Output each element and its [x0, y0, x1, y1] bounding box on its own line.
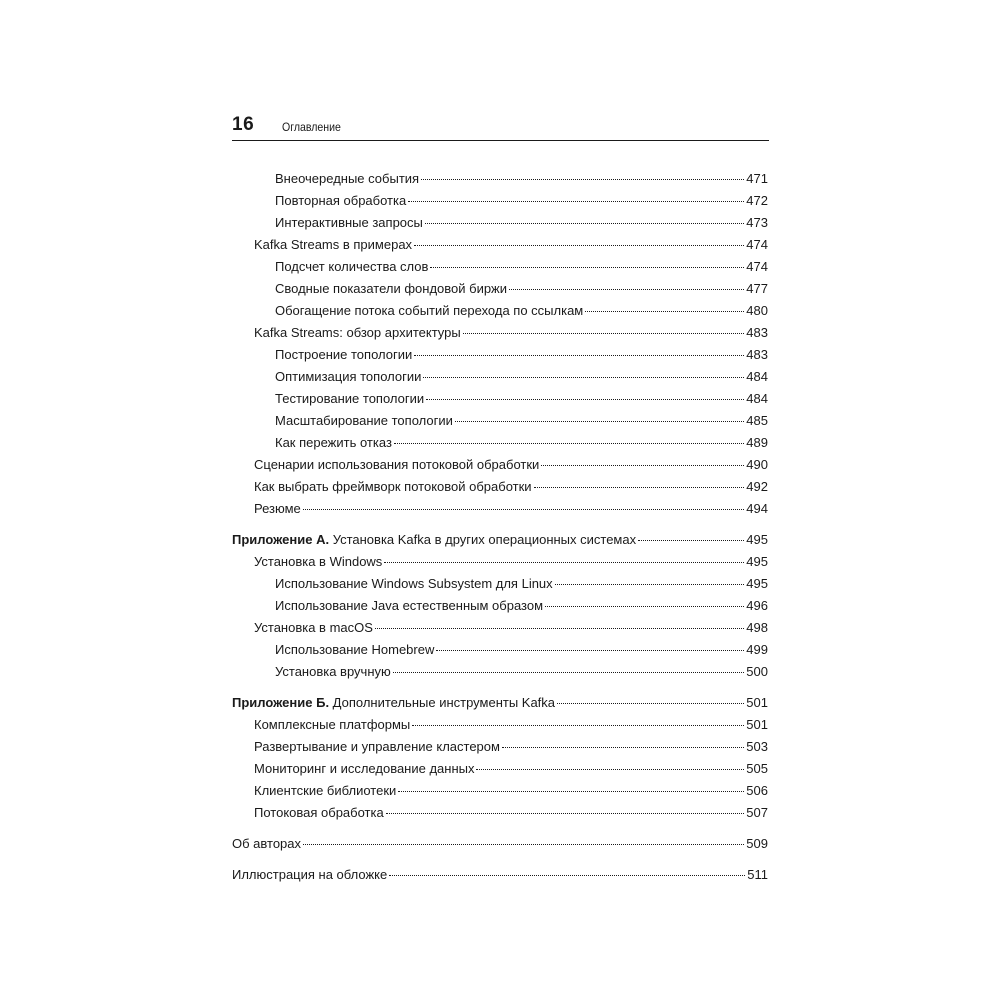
toc-entry [232, 212, 768, 234]
toc-entry-title: Подсчет количества слов [275, 259, 429, 274]
toc-entry [232, 639, 768, 661]
toc-entry-page: 506 [746, 783, 768, 798]
toc-entry-title: Мониторинг и исследование данных [254, 761, 475, 776]
dot-leader [455, 421, 744, 422]
dot-leader [557, 703, 744, 704]
dot-leader [394, 443, 744, 444]
toc-entry-page: 498 [746, 620, 768, 635]
toc-entry-page: 474 [746, 237, 768, 252]
appendix-title: Дополнительные инструменты Kafka [329, 695, 556, 710]
toc-entry [232, 498, 768, 520]
toc-entry-title: Тестирование топологии [275, 391, 425, 406]
running-title: Оглавление [282, 120, 341, 134]
toc-entry-page: 483 [746, 347, 768, 362]
toc-entry-title: Потоковая обработка [254, 805, 384, 820]
toc-entry-page: 500 [746, 664, 768, 679]
appendix-label: Приложение А. [232, 532, 330, 547]
dot-leader [436, 650, 744, 651]
toc-entry-page: 499 [746, 642, 768, 657]
toc-entry [232, 454, 768, 476]
toc-entry-title: Клиентские библиотеки [254, 783, 397, 798]
toc-entry-title: Сводные показатели фондовой биржи [275, 281, 508, 296]
toc-entry [232, 278, 768, 300]
toc-entry-page: 495 [746, 554, 768, 569]
toc-entry-page: 501 [746, 695, 768, 710]
toc-entry-title: Как пережить отказ [275, 435, 392, 450]
toc-entry [232, 780, 768, 802]
dot-leader [423, 377, 744, 378]
toc-entry-page: 484 [746, 391, 768, 406]
dot-leader [386, 813, 745, 814]
toc-entry-page: 483 [746, 325, 768, 340]
toc-entry-title: Развертывание и управление кластером [254, 739, 500, 754]
toc-entry-page: 501 [746, 717, 768, 732]
toc-entry-title: Масштабирование топологии [275, 413, 453, 428]
toc-entry-page: 505 [746, 761, 768, 776]
dot-leader [426, 399, 744, 400]
toc-entry-title: Оптимизация топологии [275, 369, 422, 384]
toc-entry-page: 494 [746, 501, 768, 516]
toc-entry-title: Обогащение потока событий перехода по ссылкам [275, 303, 584, 318]
dot-leader [412, 725, 744, 726]
appendix-label: Приложение Б. [232, 695, 330, 710]
page-header [232, 112, 769, 141]
toc-entry-title: Повторная обработка [275, 193, 407, 208]
dot-leader [476, 769, 744, 770]
toc-entry [232, 168, 768, 190]
toc-entry-page: 480 [746, 303, 768, 318]
toc-entry-title: Резюме [254, 501, 301, 516]
dot-leader [398, 791, 744, 792]
toc-entry-title: Как выбрать фреймворк потоковой обработки [254, 479, 532, 494]
dot-leader [585, 311, 744, 312]
dot-leader [384, 562, 744, 563]
dot-leader [303, 509, 745, 510]
toc-entry-page: 507 [746, 805, 768, 820]
toc-entry [232, 758, 768, 780]
toc-entry [232, 322, 768, 344]
dot-leader [541, 465, 744, 466]
toc-entry-page: 495 [746, 576, 768, 591]
toc-entry-title: Использование Windows Subsystem для Linux [275, 576, 553, 591]
dot-leader [534, 487, 745, 488]
toc-entry [232, 864, 768, 886]
toc-entry-page: 471 [746, 171, 768, 186]
dot-leader [389, 875, 745, 876]
dot-leader [393, 672, 745, 673]
toc-entry-page: 474 [746, 259, 768, 274]
toc-entry-title: Установка в Windows [254, 554, 383, 569]
toc-entry [232, 551, 768, 573]
toc-entry [232, 736, 768, 758]
toc-entry [232, 529, 768, 551]
toc-entry-title: Использование Homebrew [275, 642, 435, 657]
toc-entry [232, 366, 768, 388]
toc-entry-page: 472 [746, 193, 768, 208]
toc-entry-page: 503 [746, 739, 768, 754]
toc-entry-title: Интерактивные запросы [275, 215, 423, 230]
toc-entry-page: 485 [746, 413, 768, 428]
toc-entry-title: Об авторах [232, 836, 302, 851]
appendix-title: Установка Kafka в других операционных системах [329, 532, 637, 547]
toc-entry [232, 344, 768, 366]
toc-entry-title: Построение топологии [275, 347, 413, 362]
dot-leader [502, 747, 744, 748]
toc-entry-title: Установка вручную [275, 664, 391, 679]
toc-entry-title: Использование Java естественным образом [275, 598, 544, 613]
toc-entry-title: Комплексные платформы [254, 717, 411, 732]
toc-entry [232, 802, 768, 824]
dot-leader [303, 844, 744, 845]
toc-entry-title [232, 529, 636, 551]
dot-leader [555, 584, 745, 585]
toc-entry [232, 432, 768, 454]
toc-entry [232, 190, 768, 212]
toc-entry-page: 490 [746, 457, 768, 472]
toc-entry-page: 496 [746, 598, 768, 613]
toc-entry-title: Иллюстрация на обложке [232, 867, 388, 882]
dot-leader [545, 606, 744, 607]
dot-leader [430, 267, 744, 268]
toc-entry [232, 476, 768, 498]
toc-entry-title: Kafka Streams в примерах [254, 237, 413, 252]
toc-entry [232, 573, 768, 595]
toc-entry [232, 714, 768, 736]
dot-leader [638, 540, 744, 541]
dot-leader [425, 223, 744, 224]
toc-entry-title: Kafka Streams: обзор архитектуры [254, 325, 461, 340]
toc-entry [232, 595, 768, 617]
toc-entry [232, 388, 768, 410]
toc-entry [232, 692, 768, 714]
dot-leader [421, 179, 744, 180]
toc-entry [232, 410, 768, 432]
toc-entry-page: 484 [746, 369, 768, 384]
toc-entry [232, 300, 768, 322]
toc-entry-title [232, 692, 555, 714]
dot-leader [414, 355, 744, 356]
toc-entry-page: 473 [746, 215, 768, 230]
toc-entry [232, 661, 768, 683]
toc-entry-page: 509 [746, 836, 768, 851]
toc-entry [232, 617, 768, 639]
dot-leader [375, 628, 744, 629]
toc-entry [232, 256, 768, 278]
toc-entry-page: 511 [747, 867, 768, 882]
toc-entry-page: 492 [746, 479, 768, 494]
toc-entry-page: 495 [746, 532, 768, 547]
toc-entry-title: Внеочередные события [275, 171, 420, 186]
dot-leader [463, 333, 745, 334]
toc-entry-title: Установка в macOS [254, 620, 373, 635]
toc-entry-page: 477 [746, 281, 768, 296]
toc-entry [232, 833, 768, 855]
dot-leader [408, 201, 744, 202]
dot-leader [509, 289, 744, 290]
page-number: 16 [232, 114, 255, 135]
table-of-contents [232, 168, 768, 886]
toc-entry [232, 234, 768, 256]
dot-leader [414, 245, 744, 246]
toc-entry-page: 489 [746, 435, 768, 450]
toc-entry-title: Сценарии использования потоковой обработки [254, 457, 540, 472]
